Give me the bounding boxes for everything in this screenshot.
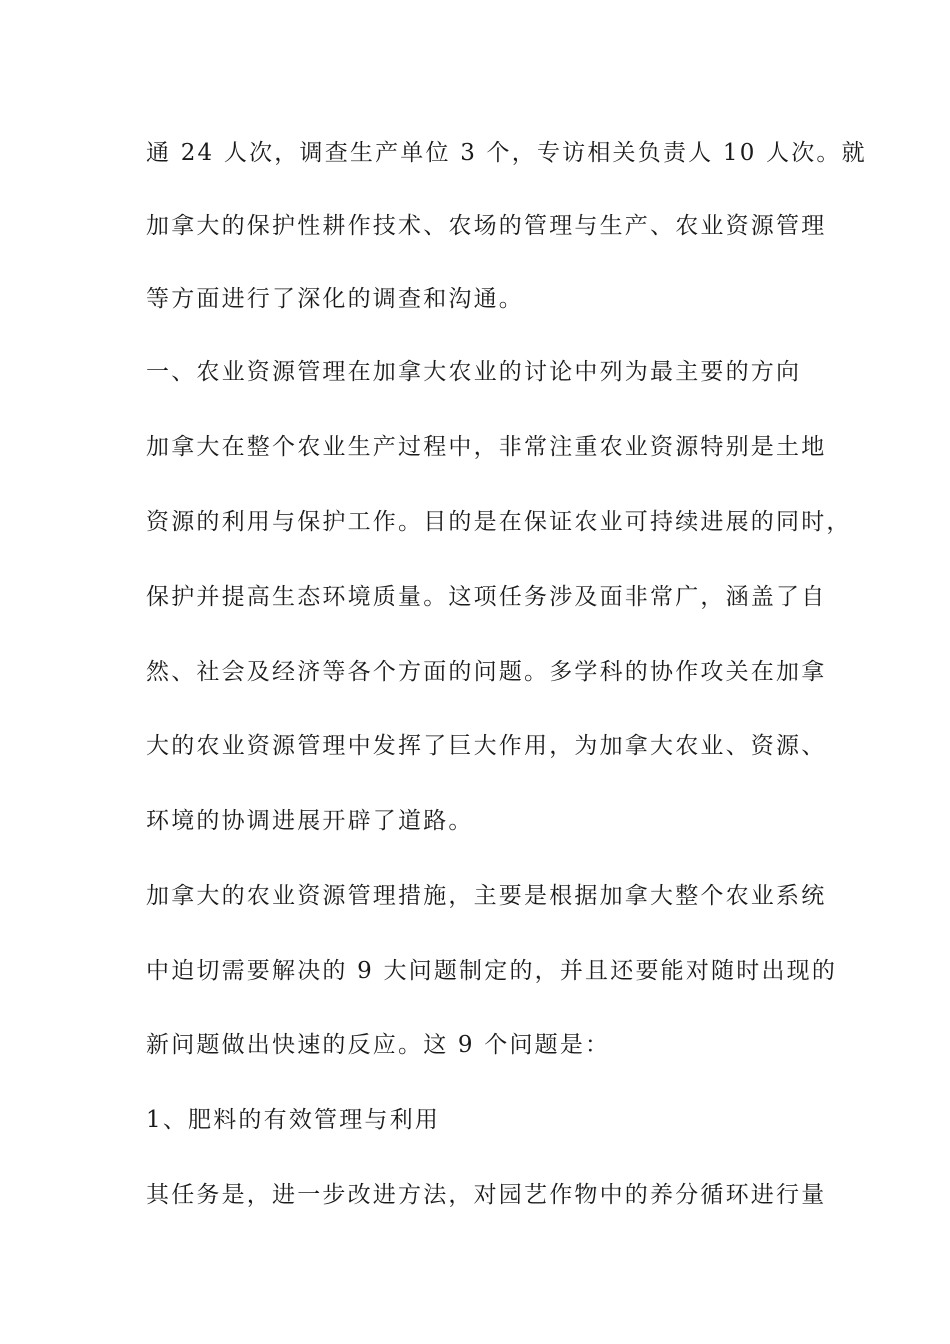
text-line-1: 通 24 人次，调查生产单位 3 个，专访相关负责人 10 人次。就 bbox=[146, 140, 867, 166]
text-line-13: 新问题做出快速的反应。这 9 个问题是： bbox=[146, 1032, 611, 1058]
text-line-5: 加拿大在整个农业生产过程中，非常注重农业资源特别是土地 bbox=[146, 434, 827, 460]
text-line-8: 然、社会及经济等各个方面的问题。多学科的协作攻关在加拿 bbox=[146, 659, 827, 685]
text-line-7: 保护并提高生态环境质量。这项任务涉及面非常广，涵盖了自 bbox=[146, 584, 827, 610]
subsection-heading: 1、肥料的有效管理与利用 bbox=[146, 1107, 441, 1133]
text-line-11: 加拿大的农业资源管理措施，主要是根据加拿大整个农业系统 bbox=[146, 883, 827, 909]
text-line-10: 环境的协调进展开辟了道路。 bbox=[146, 808, 474, 834]
text-line-3: 等方面进行了深化的调查和沟通。 bbox=[146, 286, 524, 312]
text-line-6: 资源的利用与保护工作。目的是在保证农业可持续进展的同时， bbox=[146, 509, 852, 535]
text-line-12: 中迫切需要解决的 9 大问题制定的，并且还要能对随时出现的 bbox=[146, 958, 838, 984]
text-line-2: 加拿大的保护性耕作技术、农场的管理与生产、农业资源管理 bbox=[146, 213, 827, 239]
section-heading: 一、农业资源管理在加拿大农业的讨论中列为最主要的方向 bbox=[146, 359, 802, 385]
text-line-15: 其任务是，进一步改进方法，对园艺作物中的养分循环进行量 bbox=[146, 1182, 827, 1208]
text-line-9: 大的农业资源管理中发挥了巨大作用，为加拿大农业、资源、 bbox=[146, 733, 827, 759]
